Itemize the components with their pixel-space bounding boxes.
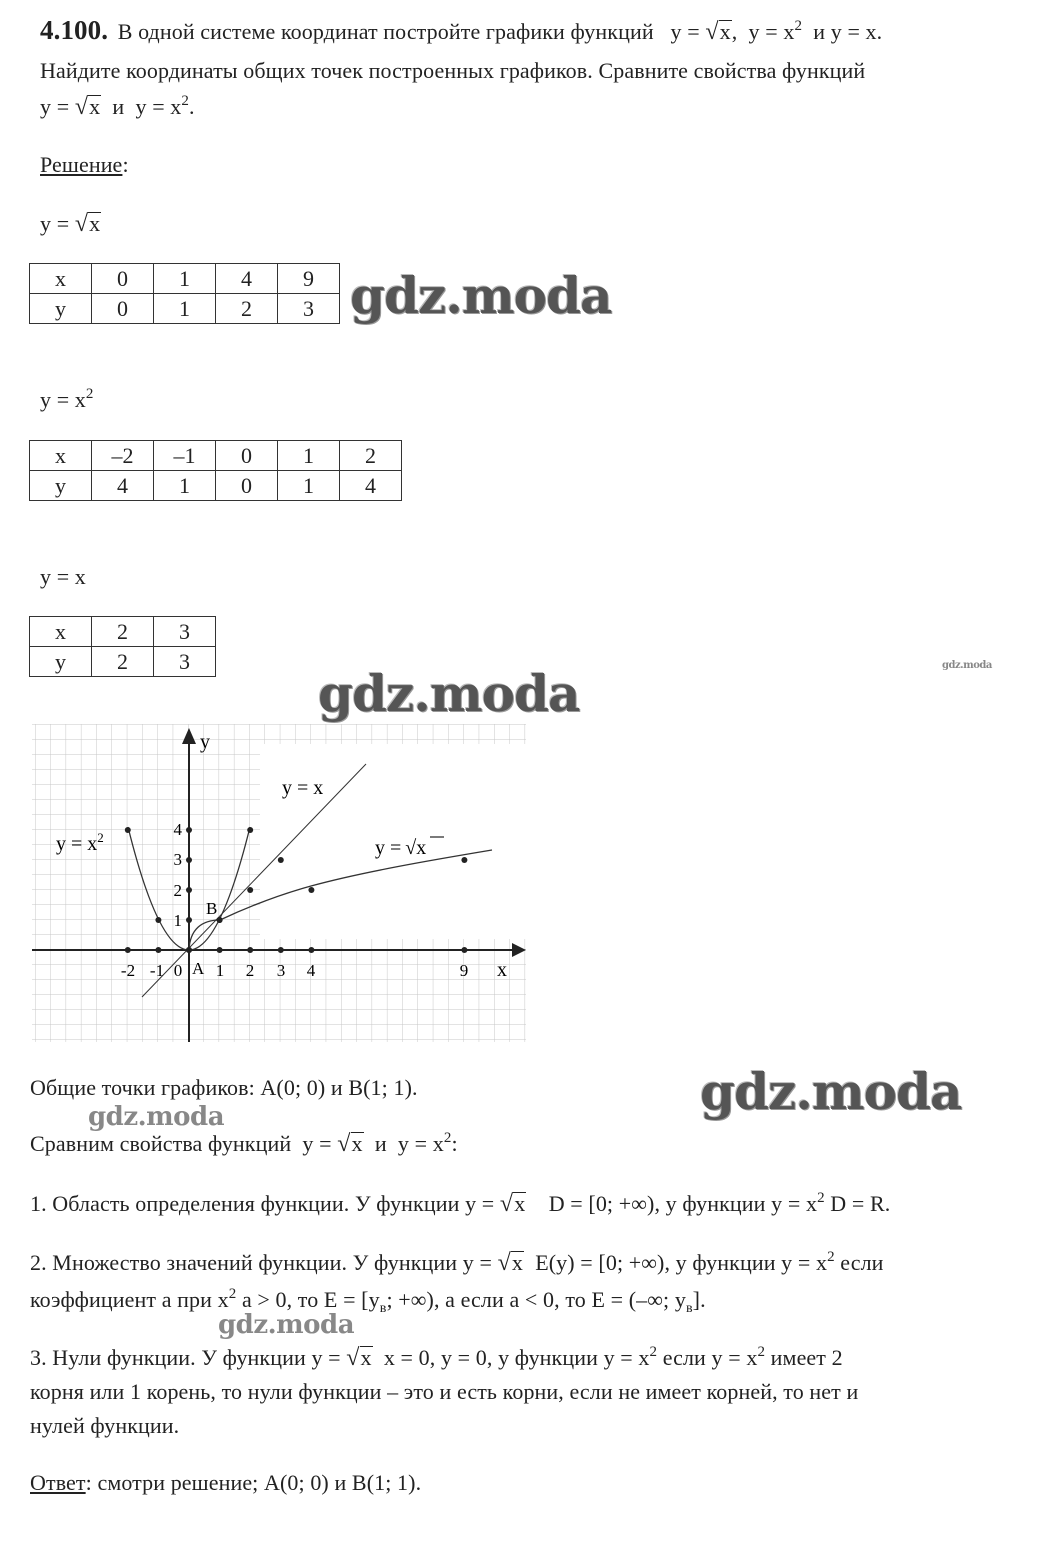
problem-line-1: 4.100. В одной системе координат постройте графики функций y = √x, $y = x^2$ и y = x. [40, 15, 883, 45]
sqrt-expression: √x [705, 19, 731, 45]
x-axis-label: x [497, 959, 507, 981]
problem-text-1: В одной системе координат постройте графики функций [117, 19, 654, 44]
square-table-label: $y = x^2$ [40, 386, 94, 412]
y-tick-label: 3 [173, 850, 182, 869]
answer-label: Ответ [30, 1470, 86, 1495]
x-tick-label: -1 [149, 961, 165, 980]
plot-point [155, 947, 161, 953]
sqrt-value-table: x 0 1 4 9 y 0 1 2 3 [29, 263, 340, 324]
linear-table-label: y = x [40, 564, 86, 589]
watermark: gdz.moda [318, 664, 580, 723]
property-2-line-2: коэффициент a при $x^2$ a > 0, то $E = [y_в$; +∞), а если a < 0, то E = (–∞; $y_в$]. [30, 1286, 706, 1316]
point-B-label: B [206, 899, 218, 918]
property-3: 3. Нули функции. У функции y = √x x = 0, y = 0, у функции $y = x^2$ если $y = x^2$ имеет 2 [30, 1344, 843, 1371]
problem-line-2: Найдите координаты общих точек построенных графиков. Сравните свойства функций [40, 58, 866, 83]
y-tick-label: 1 [173, 911, 182, 930]
property-2: 2. Множество значений функции. У функции y = √x E(y) = [0; +∞), у функции $y = x^2$ если [30, 1249, 884, 1276]
compare-line: Сравним свойства функций y = √x и $y = x^2$: [30, 1130, 458, 1157]
plot-point [217, 917, 223, 923]
plot-point [461, 947, 467, 953]
plot-point [186, 917, 192, 923]
x-tick-label: 2 [245, 961, 255, 980]
plot-point [217, 947, 223, 953]
x-tick-label: 0 [173, 961, 183, 980]
point-A-label: A [192, 959, 205, 978]
watermark: gdz.moda [700, 1062, 962, 1121]
plot-point [155, 917, 161, 923]
plot-point [125, 827, 131, 833]
plot-point [247, 827, 253, 833]
watermark-small: gdz.moda [88, 1102, 225, 1132]
y-tick-label: 4 [173, 820, 182, 839]
label-y-equals-x-squared: $y = x^2$ [56, 830, 104, 855]
property-1: 1. Область определения функции. У функции y = √x D = [0; +∞), у функции $y = x^2$ D = R. [30, 1190, 891, 1217]
plot-point [186, 887, 192, 893]
sqrt-table-label: y = √x [40, 211, 101, 237]
property-3-line-2: корня или 1 корень, то нули функции – это и есть корни, если не имеет корней, то нет и [30, 1379, 859, 1404]
plot-point [125, 947, 131, 953]
x-tick-label: -2 [120, 961, 136, 980]
plot-point [247, 887, 253, 893]
plot-point [186, 857, 192, 863]
common-points-text: Общие точки графиков: A(0; 0) и B(1; 1). [30, 1075, 418, 1100]
square-value-table: x –2 –1 0 1 2 y 4 1 0 1 4 [29, 440, 402, 501]
plot-point [308, 947, 314, 953]
property-3-line-3: нулей функции. [30, 1413, 180, 1438]
x-tick-label: 4 [306, 961, 316, 980]
plot-point [186, 947, 192, 953]
watermark-small: gdz.moda [218, 1310, 355, 1340]
label-y-equals-sqrt-x: y = √x [375, 837, 427, 859]
y-axis-label: y [200, 731, 210, 753]
function-graph [32, 724, 526, 1042]
plot-point [247, 947, 253, 953]
watermark-tiny: gdz.moda [942, 660, 992, 671]
y-tick-label: 2 [173, 881, 182, 900]
solution-heading: Решение: [40, 152, 129, 177]
linear-value-table: x 2 3 y 2 3 [29, 616, 216, 677]
watermark: gdz.moda [350, 266, 612, 325]
x-tick-label: 1 [215, 961, 225, 980]
x-tick-label: 9 [459, 961, 469, 980]
answer-line: Ответ: смотри решение; A(0; 0) и B(1; 1). [30, 1470, 422, 1495]
plot-point [308, 887, 314, 893]
x-tick-label: 3 [276, 961, 286, 980]
plot-point [461, 857, 467, 863]
problem-number: 4.100. [40, 15, 109, 45]
plot-point [186, 827, 192, 833]
label-y-equals-x: y = x [282, 777, 324, 799]
plot-point [278, 947, 284, 953]
plot-point [278, 857, 284, 863]
problem-line-3: y = √x и $y = x^2$. [40, 93, 195, 120]
